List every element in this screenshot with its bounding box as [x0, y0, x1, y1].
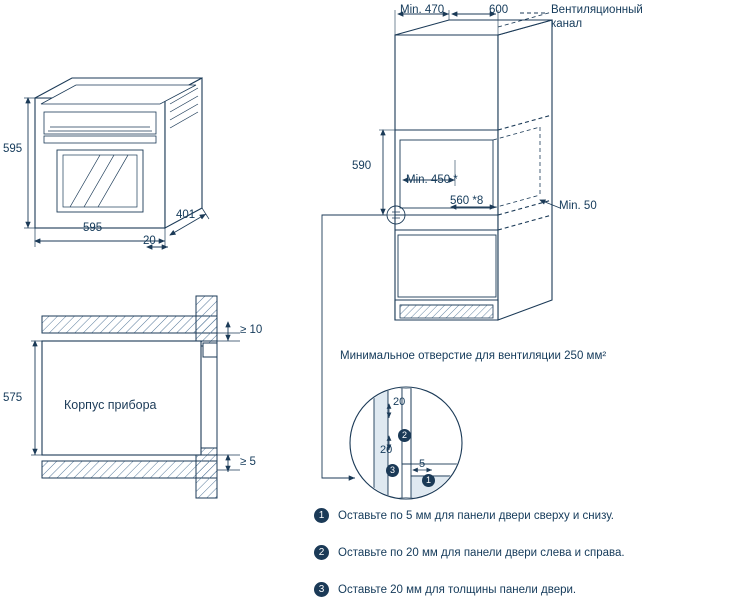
niche-opening-height-label: 590 [352, 160, 372, 172]
detail-side-value: 20 [380, 444, 393, 456]
niche-opening-width-label: 560 *8 [450, 195, 484, 207]
min-gap-label: Min. 50 [559, 200, 597, 212]
corner-detail [350, 387, 463, 499]
legend-item-2 [314, 545, 625, 560]
niche-cross-section [31, 296, 240, 498]
column-width-label: 600 [489, 4, 509, 16]
oven-depth-label: 401 [176, 209, 196, 221]
column-min-depth-label: Min. 470 [400, 4, 445, 16]
detail-marker-1: 1 [422, 474, 435, 487]
niche-top-gap-label: ≥ 10 [240, 324, 263, 336]
niche-min-width-label: Min. 450 * [406, 174, 458, 186]
vent-channel-label-line1: Вентиляционный [551, 4, 643, 16]
niche-height-label: 575 [3, 392, 23, 404]
detail-marker-2: 2 [398, 429, 411, 442]
oven-width-label: 595 [83, 222, 103, 234]
legend-item-3 [314, 582, 576, 597]
legend-text-2: Оставьте по 20 мм для панели двери слева и справа. [338, 546, 625, 559]
niche-bottom-gap-label: ≥ 5 [240, 456, 256, 468]
legend-badge-2: 2 [314, 545, 329, 560]
legend-text-1: Оставьте по 5 мм для панели двери сверху и снизу. [338, 509, 615, 522]
detail-marker-3: 3 [386, 464, 399, 477]
legend-badge-3: 3 [314, 582, 329, 597]
detail-top-value: 20 [393, 396, 406, 408]
legend-item-1 [314, 508, 614, 523]
column-unit [395, 12, 552, 320]
cabinet-body-label: Корпус прибора [64, 398, 157, 412]
oven-depth-small-label: 20 [143, 235, 156, 247]
legend-badge-1: 1 [314, 508, 329, 523]
oven-isometric [35, 78, 202, 228]
vent-channel-label-line2: канал [551, 18, 583, 30]
oven-height-label: 595 [3, 143, 23, 155]
detail-inner-value: 5 [419, 458, 426, 470]
vent-opening-note: Минимальное отверстие для вентиляции 250 мм² [340, 350, 607, 362]
legend-text-3: Оставьте 20 мм для толщины панели двери. [338, 583, 577, 596]
